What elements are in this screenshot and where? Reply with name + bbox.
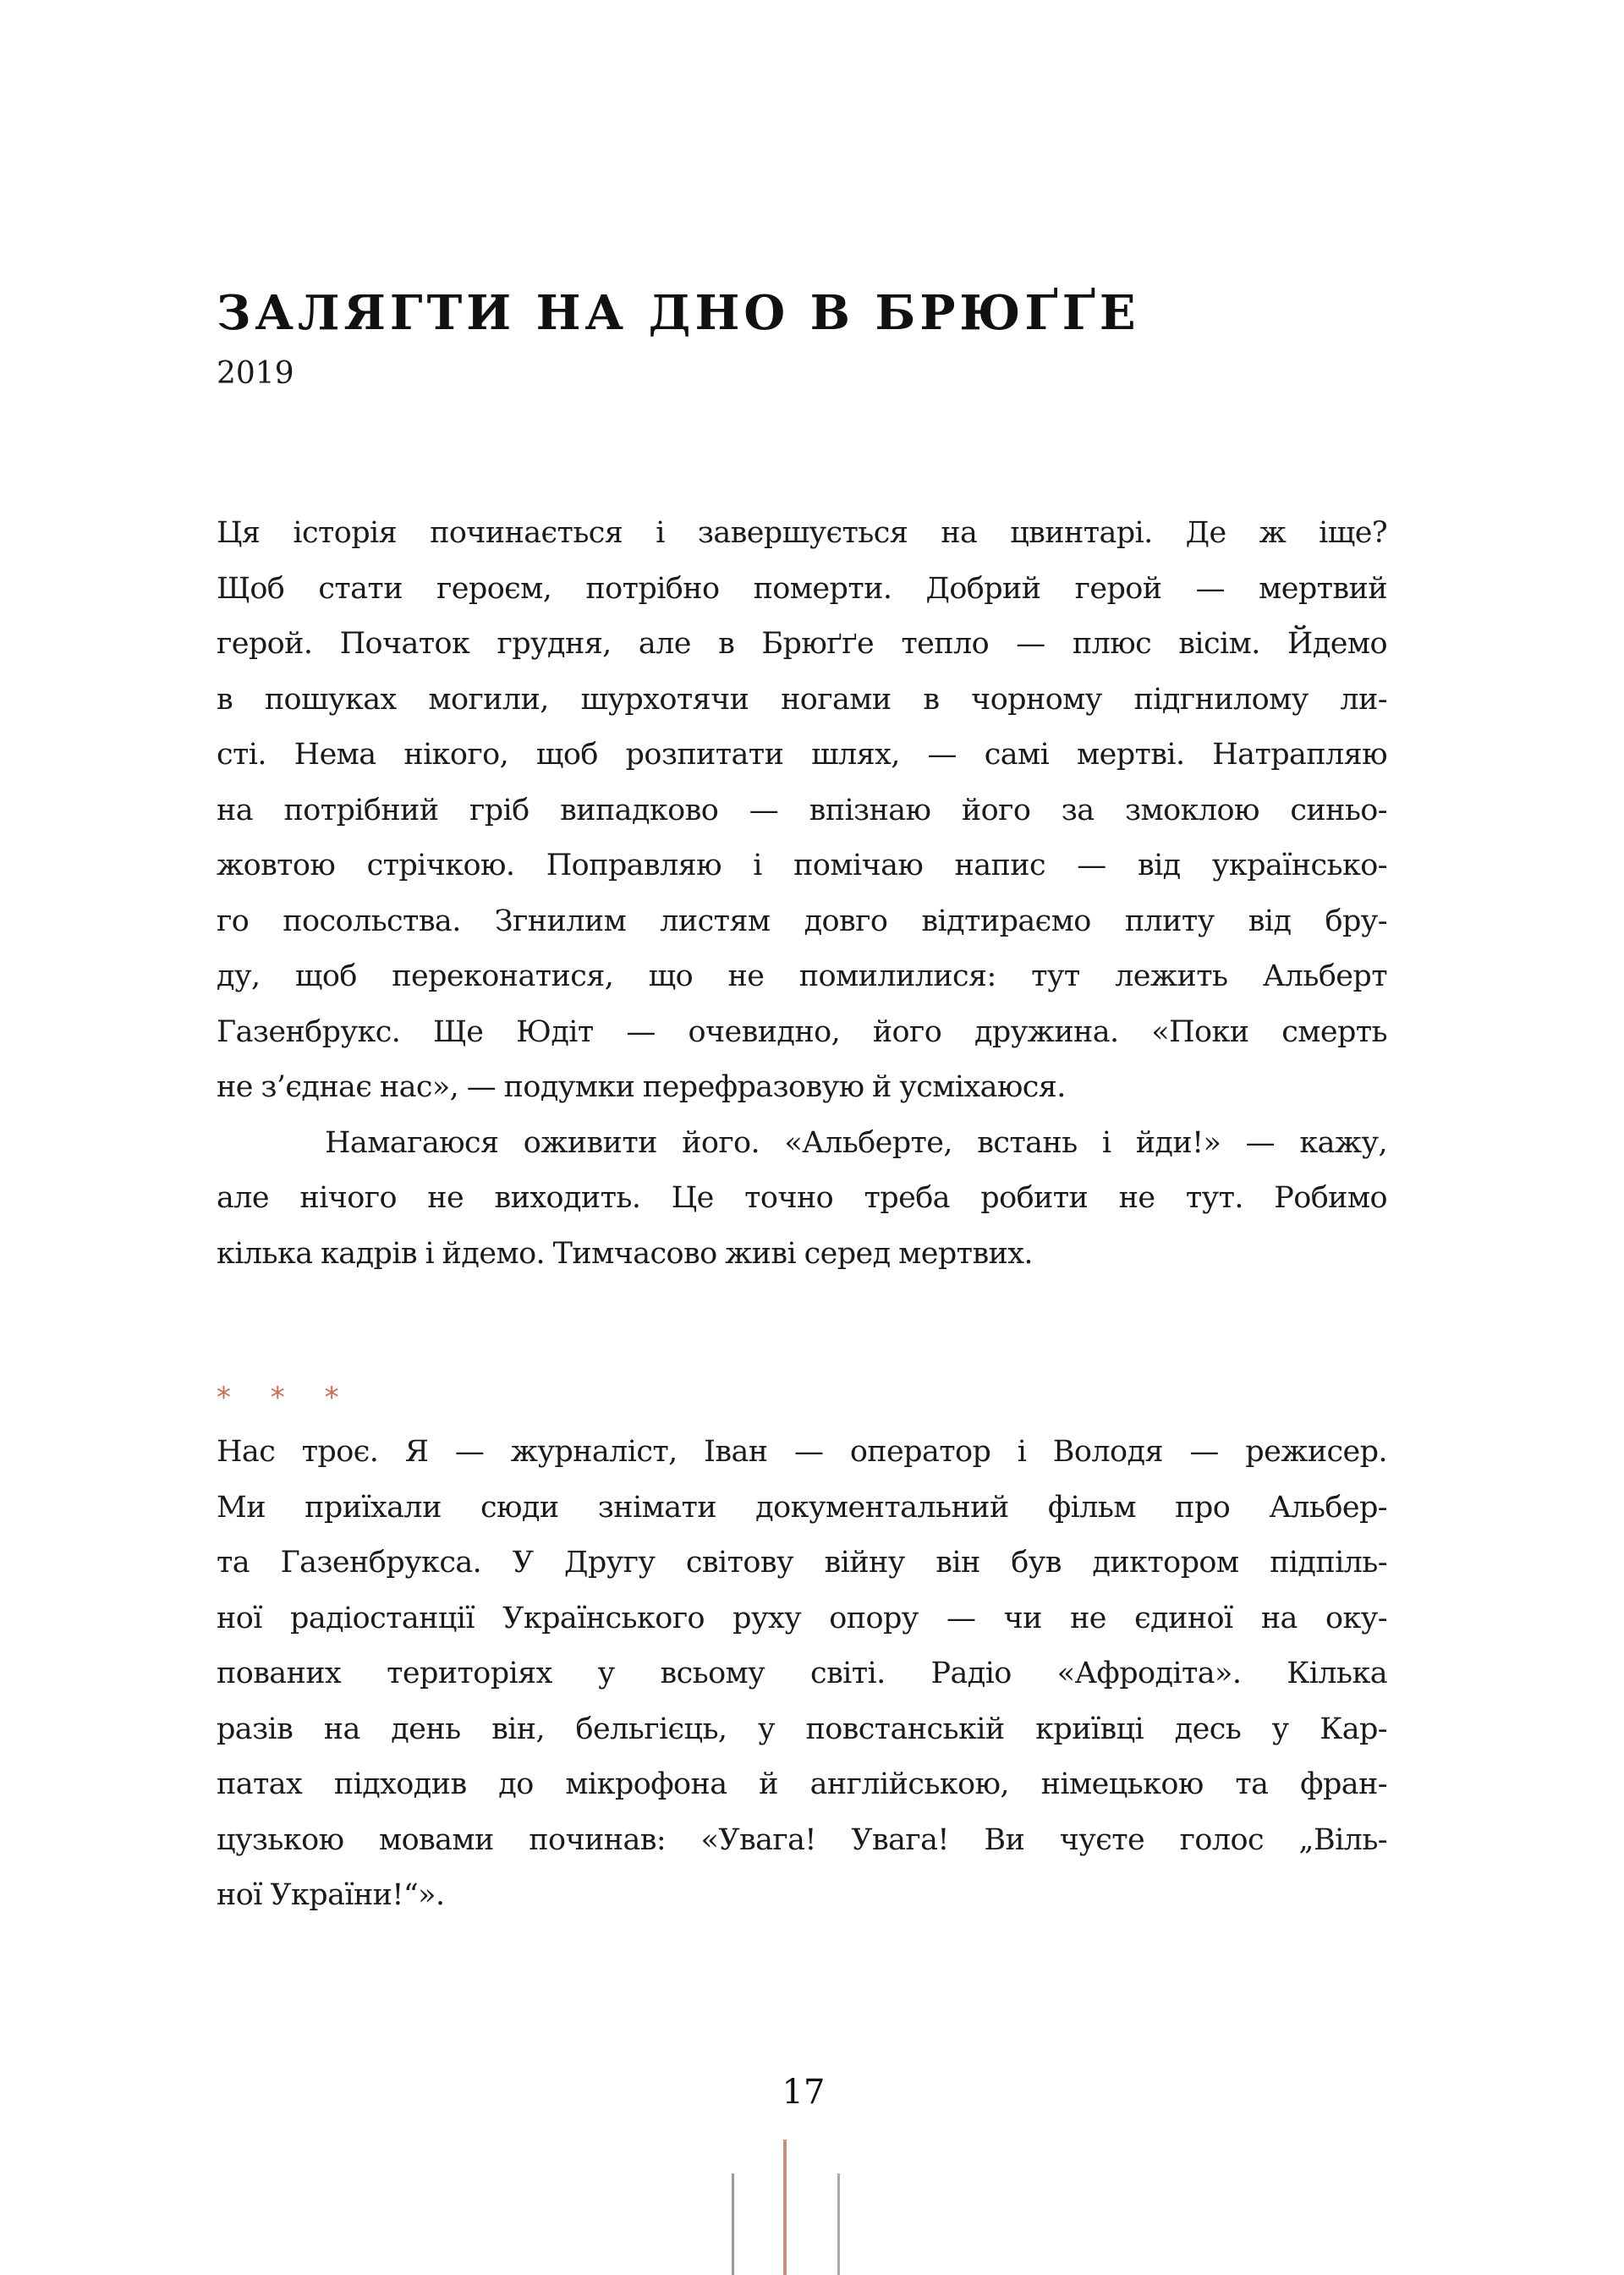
- page-number: 17: [782, 2073, 826, 2112]
- paragraph-section-1: [217, 506, 1387, 1282]
- paragraph-section-2: [217, 1425, 1387, 1924]
- text-line-indented: Намагаюся оживити його. «Альберте, встань і йди!» — кажу,: [325, 1125, 1387, 1160]
- decorative-line-center: [783, 2140, 787, 2275]
- text-line: Ця історія починається і завершується на цвинтарі. Де ж іще?: [217, 516, 1387, 550]
- text-line: ної радіостанції Українського руху опору — чи не єдиної на оку-: [217, 1601, 1387, 1635]
- chapter-year: 2019: [217, 356, 294, 391]
- text-line: Щоб стати героєм, потрібно померти. Добрий герой — мертвий: [217, 571, 1387, 606]
- text-line: патах підходив до мікрофона й англійською, німецькою та фран-: [217, 1767, 1387, 1801]
- chapter-title: ЗАЛЯГТИ НА ДНО В БРЮҐҐЕ: [217, 285, 1140, 341]
- text-line: не з’єднає нас», — подумки перефразовую й усміхаюся.: [217, 1070, 1066, 1104]
- text-line: ду, щоб переконатися, що не помилилися: тут лежить Альберт: [217, 959, 1387, 993]
- text-line: Газенбрукс. Ще Юдіт — очевидно, його дружина. «Поки смерть: [217, 1014, 1387, 1049]
- text-line: кілька кадрів і йдемо. Тимчасово живі серед мертвих.: [217, 1236, 1033, 1271]
- text-line: та Газенбрукса. У Другу світову війну він був диктором підпіль-: [217, 1546, 1387, 1580]
- text-line: жовтою стрічкою. Поправляю і помічаю напис — від українсько-: [217, 849, 1387, 882]
- text-line: Нас троє. Я — журналіст, Іван — оператор і Володя — режисер.: [217, 1435, 1387, 1469]
- text-line: на потрібний гріб випадково — впізнаю його за змоклою синьо-: [217, 793, 1387, 827]
- text-line: го посольства. Згнилим листям довго відтираємо плиту від бру-: [217, 904, 1387, 938]
- text-line: в пошуках могили, шурхотячи ногами в чорному підгнилому ли-: [217, 682, 1387, 717]
- decorative-line-left: [732, 2173, 734, 2275]
- text-line: герой. Початок грудня, але в Брюґґе тепло — плюс вісім. Йдемо: [217, 627, 1387, 661]
- section-separator-asterisks: * * *: [217, 1381, 354, 1415]
- text-line: пованих територіях у всьому світі. Радіо «Афродіта». Кілька: [217, 1657, 1387, 1690]
- text-line: разів на день він, бельгієць, у повстанській криївці десь у Кар-: [217, 1712, 1387, 1746]
- text-line: цузькою мовами починав: «Увага! Увага! Ви чуєте голос „Віль-: [217, 1822, 1387, 1857]
- text-line: сті. Нема нікого, щоб розпитати шлях, — самі мертві. Натрапляю: [217, 738, 1387, 772]
- text-line: Ми приїхали сюди знімати документальний фільм про Альбер-: [217, 1490, 1387, 1525]
- text-line: але нічого не виходить. Це точно треба робити не тут. Робимо: [217, 1181, 1387, 1215]
- text-line: ної України!“».: [217, 1878, 445, 1912]
- decorative-line-right: [837, 2173, 840, 2275]
